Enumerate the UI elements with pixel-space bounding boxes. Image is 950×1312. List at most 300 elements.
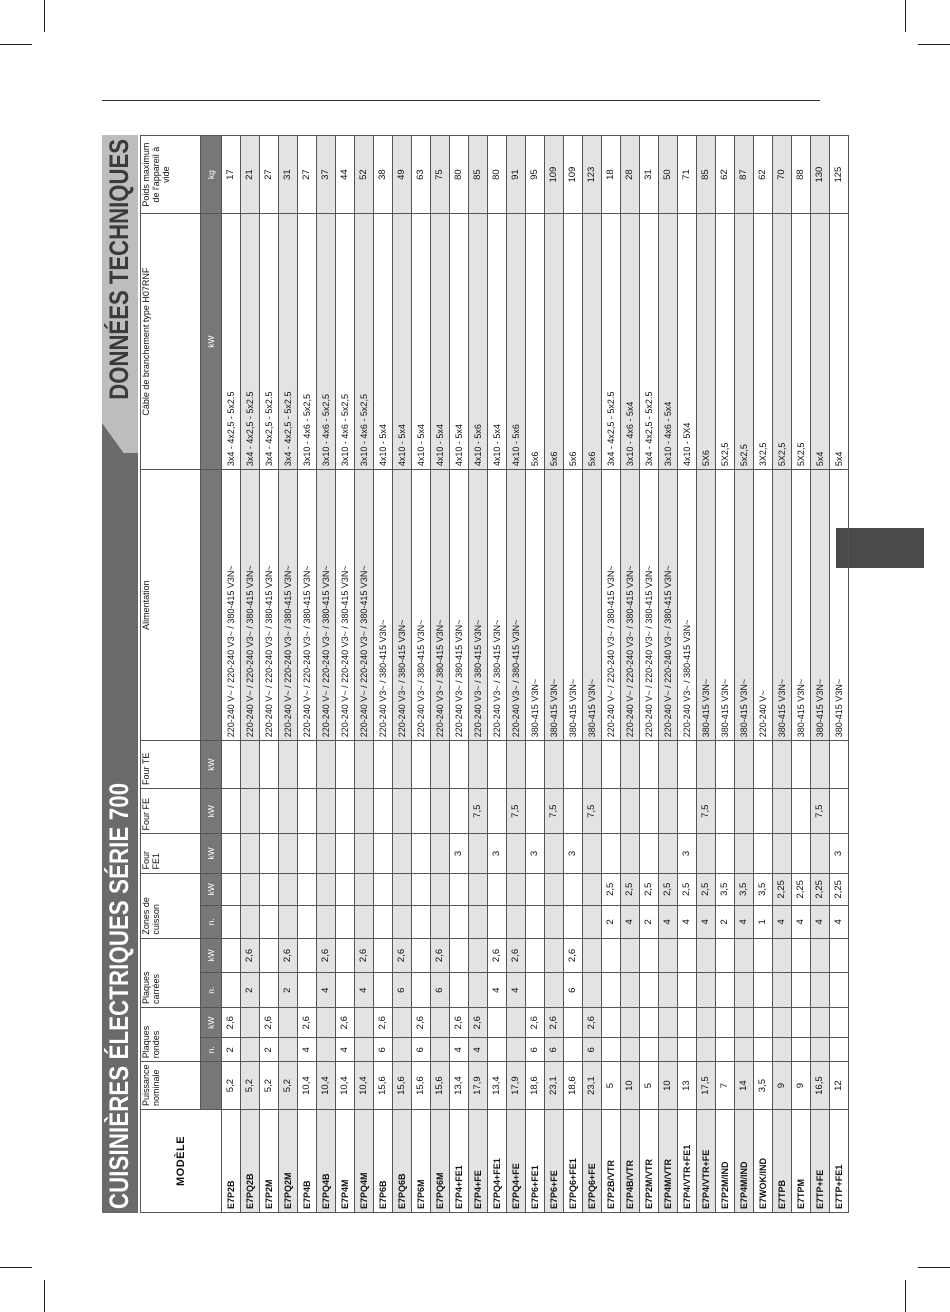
- header-alimentation: Alimentation: [141, 470, 201, 741]
- cell-four-te: [640, 741, 659, 789]
- cell-four-fe1: [735, 834, 754, 873]
- cell-zones-n: 2: [640, 906, 659, 939]
- cell-four-te: [279, 741, 298, 789]
- cell-cable: 3X2,5: [754, 214, 773, 470]
- cell-four-fe: [298, 788, 317, 834]
- cell-carrees-n: 6: [431, 973, 450, 1008]
- header-row: [141, 136, 201, 1213]
- cell-four-te: [431, 741, 450, 789]
- cell-alimentation: 220-240 V~ / 220-240 V3~ / 380-415 V3N~: [260, 470, 279, 741]
- table-row: [621, 136, 640, 1213]
- cell-poids: 62: [716, 136, 735, 214]
- table-row: [412, 136, 431, 1213]
- cell-zones-n: 4: [792, 906, 811, 939]
- table-row: [222, 136, 241, 1213]
- cell-four-te: [355, 741, 374, 789]
- cell-model: E7PQ6M: [431, 1109, 450, 1212]
- cell-puissance: 10,4: [355, 1062, 374, 1110]
- unit-cell: [201, 1062, 222, 1110]
- cell-carrees-kw: 2,6: [564, 938, 583, 973]
- cell-rondes-kw: [640, 1008, 659, 1038]
- cell-zones-kw: [317, 873, 336, 906]
- cell-carrees-n: 4: [507, 973, 526, 1008]
- cell-poids: 88: [792, 136, 811, 214]
- cell-four-fe: [564, 788, 583, 834]
- crop-mark: [44, 0, 45, 32]
- cell-poids: 130: [811, 136, 830, 214]
- cell-four-fe1: 3: [830, 834, 849, 873]
- table-row: [336, 136, 355, 1213]
- table-row: [754, 136, 773, 1213]
- cell-four-fe1: [298, 834, 317, 873]
- cell-puissance: 5,2: [222, 1062, 241, 1110]
- cell-four-te: [583, 741, 602, 789]
- cell-zones-n: 4: [830, 906, 849, 939]
- cell-poids: 70: [773, 136, 792, 214]
- cell-zones-n: [564, 906, 583, 939]
- cell-carrees-kw: [602, 938, 621, 973]
- cell-four-te: [735, 741, 754, 789]
- cell-poids: 87: [735, 136, 754, 214]
- cell-carrees-n: 6: [393, 973, 412, 1008]
- cell-cable: 3x10 - 4x6 - 5x2,5: [298, 214, 317, 470]
- cell-poids: 18: [602, 136, 621, 214]
- cell-model: E7TPM: [792, 1109, 811, 1212]
- cell-alimentation: 220-240 V~ / 220-240 V3~ / 380-415 V3N~: [355, 470, 374, 741]
- cell-four-fe1: 3: [488, 834, 507, 873]
- cell-alimentation: 380-415 V3N~: [811, 470, 830, 741]
- cell-rondes-kw: [431, 1008, 450, 1038]
- unit-cell: kW: [201, 873, 222, 906]
- cell-alimentation: 380-415 V3N~: [792, 470, 811, 741]
- cell-four-fe: 7,5: [507, 788, 526, 834]
- cell-carrees-n: [222, 973, 241, 1008]
- cell-zones-kw: [355, 873, 374, 906]
- cell-model: E7P4/VTR+FE1: [678, 1109, 697, 1212]
- cell-cable: 5x2,5: [735, 214, 754, 470]
- cell-cable: 5x6: [526, 214, 545, 470]
- cell-four-fe1: [659, 834, 678, 873]
- cell-model: E7PQ4+FE: [507, 1109, 526, 1212]
- banner-title: CUISINIÈRES ÉLECTRIQUES SÉRIE 700: [104, 782, 134, 1209]
- cell-four-fe1: [773, 834, 792, 873]
- cell-zones-n: [488, 906, 507, 939]
- cell-rondes-kw: 2,6: [469, 1008, 488, 1038]
- unit-cell: kW: [201, 834, 222, 873]
- cell-poids: 31: [640, 136, 659, 214]
- cell-carrees-n: [716, 973, 735, 1008]
- cell-puissance: 10,4: [298, 1062, 317, 1110]
- cell-zones-n: [298, 906, 317, 939]
- cell-four-te: [241, 741, 260, 789]
- cell-rondes-n: [697, 1038, 716, 1062]
- cell-alimentation: 380-415 V3N~: [830, 470, 849, 741]
- cell-four-te: [564, 741, 583, 789]
- cell-four-fe: [260, 788, 279, 834]
- cell-carrees-kw: [754, 938, 773, 973]
- unit-cell: [201, 470, 222, 741]
- table-row: [659, 136, 678, 1213]
- cell-rondes-kw: [773, 1008, 792, 1038]
- cell-puissance: 23,1: [583, 1062, 602, 1110]
- cell-zones-kw: 2,5: [678, 873, 697, 906]
- header-four-fe1: Four FE1: [141, 834, 201, 873]
- units-row: [201, 136, 222, 1213]
- cell-puissance: 15,6: [393, 1062, 412, 1110]
- cell-zones-kw: 2,5: [659, 873, 678, 906]
- cell-four-te: [393, 741, 412, 789]
- cell-carrees-kw: [298, 938, 317, 973]
- cell-puissance: 10,4: [317, 1062, 336, 1110]
- cell-rondes-kw: [602, 1008, 621, 1038]
- cell-zones-kw: [431, 873, 450, 906]
- cell-cable: 5x6: [564, 214, 583, 470]
- cell-four-fe: [355, 788, 374, 834]
- cell-carrees-kw: [678, 938, 697, 973]
- cell-alimentation: 220-240 V3~ / 380-415 V3N~: [412, 470, 431, 741]
- cell-poids: 125: [830, 136, 849, 214]
- cell-model: E7P6M: [412, 1109, 431, 1212]
- cell-alimentation: 220-240 V3~ / 380-415 V3N~: [450, 470, 469, 741]
- table-row: [488, 136, 507, 1213]
- cell-alimentation: 220-240 V~ / 220-240 V3~ / 380-415 V3N~: [640, 470, 659, 741]
- cell-carrees-n: [469, 973, 488, 1008]
- table-row: [393, 136, 412, 1213]
- table-row: [507, 136, 526, 1213]
- unit-cell: kW: [201, 788, 222, 834]
- cell-carrees-kw: [811, 938, 830, 973]
- cell-alimentation: 220-240 V~ / 220-240 V3~ / 380-415 V3N~: [241, 470, 260, 741]
- cell-four-fe1: [469, 834, 488, 873]
- cell-rondes-kw: 2,6: [222, 1008, 241, 1038]
- cell-cable: 3x10 - 4x6 - 5x2,5: [336, 214, 355, 470]
- cell-four-fe: [450, 788, 469, 834]
- cell-zones-n: 2: [716, 906, 735, 939]
- cell-alimentation: 380-415 V3N~: [735, 470, 754, 741]
- table-row: [279, 136, 298, 1213]
- cell-four-fe: [716, 788, 735, 834]
- cell-rondes-kw: 2,6: [260, 1008, 279, 1038]
- cell-zones-kw: [545, 873, 564, 906]
- cell-four-fe1: 3: [526, 834, 545, 873]
- cell-model: E7P4B: [298, 1109, 317, 1212]
- cell-puissance: 10,4: [336, 1062, 355, 1110]
- cell-carrees-n: 4: [488, 973, 507, 1008]
- cell-alimentation: 220-240 V3~ / 380-415 V3N~: [374, 470, 393, 741]
- cell-carrees-kw: [621, 938, 640, 973]
- cell-model: E7WOK/IND: [754, 1109, 773, 1212]
- cell-four-fe1: [697, 834, 716, 873]
- cell-zones-n: 4: [621, 906, 640, 939]
- cell-model: E7TP+FE: [811, 1109, 830, 1212]
- cell-carrees-kw: 2,6: [279, 938, 298, 973]
- cell-four-fe1: 3: [678, 834, 697, 873]
- cell-four-fe1: [431, 834, 450, 873]
- cell-carrees-n: [811, 973, 830, 1008]
- table-row: [811, 136, 830, 1213]
- cell-four-fe: [735, 788, 754, 834]
- cell-rondes-n: [602, 1038, 621, 1062]
- cell-cable: 4x10 - 5x4: [374, 214, 393, 470]
- unit-cell: kW: [201, 214, 222, 470]
- cell-zones-n: [412, 906, 431, 939]
- cell-four-fe1: [507, 834, 526, 873]
- cell-zones-n: [393, 906, 412, 939]
- cell-model: E7P6+FE: [545, 1109, 564, 1212]
- cell-cable: 3x4 - 4x2,5 - 5x2.5: [260, 214, 279, 470]
- cell-poids: 95: [526, 136, 545, 214]
- cell-poids: 63: [412, 136, 431, 214]
- cell-carrees-kw: [336, 938, 355, 973]
- cell-model: E7TPB: [773, 1109, 792, 1212]
- cell-four-te: [450, 741, 469, 789]
- cell-four-fe: [374, 788, 393, 834]
- cell-rondes-kw: [830, 1008, 849, 1038]
- cell-model: E7PQ6+FE1: [564, 1109, 583, 1212]
- cell-model: E7PQ4B: [317, 1109, 336, 1212]
- cell-poids: 17: [222, 136, 241, 214]
- cell-rondes-kw: 2,6: [298, 1008, 317, 1038]
- cell-puissance: 5,2: [241, 1062, 260, 1110]
- cell-carrees-kw: 2,6: [507, 938, 526, 973]
- header-cable: Câble de branchement type H07RNF: [141, 214, 201, 470]
- cell-cable: 5x4: [811, 214, 830, 470]
- cell-rondes-n: [792, 1038, 811, 1062]
- cell-carrees-kw: 2,6: [431, 938, 450, 973]
- cell-carrees-kw: 2,6: [393, 938, 412, 973]
- header-poids: Poids maximum de l'appareil à vide: [141, 136, 201, 214]
- cell-model: E7P4B/VTR: [621, 1109, 640, 1212]
- cell-four-fe1: [241, 834, 260, 873]
- cell-four-fe: [317, 788, 336, 834]
- cell-poids: 37: [317, 136, 336, 214]
- cell-rondes-n: 2: [222, 1038, 241, 1062]
- cell-puissance: 7: [716, 1062, 735, 1110]
- cell-poids: 85: [697, 136, 716, 214]
- cell-rondes-n: 4: [450, 1038, 469, 1062]
- cell-four-te: [317, 741, 336, 789]
- cell-carrees-n: 2: [279, 973, 298, 1008]
- cell-four-fe: [659, 788, 678, 834]
- unit-cell: n.: [201, 1038, 222, 1062]
- cell-carrees-kw: [773, 938, 792, 973]
- unit-cell: n.: [201, 973, 222, 1008]
- cell-carrees-kw: 2,6: [355, 938, 374, 973]
- cell-four-fe1: [621, 834, 640, 873]
- table-row: [830, 136, 849, 1213]
- cell-zones-kw: 2,25: [792, 873, 811, 906]
- cell-alimentation: 220-240 V3~ / 380-415 V3N~: [431, 470, 450, 741]
- cell-carrees-n: [298, 973, 317, 1008]
- cell-four-fe1: [640, 834, 659, 873]
- cell-four-te: [488, 741, 507, 789]
- cell-four-fe: [412, 788, 431, 834]
- cell-cable: 4x10 - 5x4: [488, 214, 507, 470]
- cell-rondes-kw: [735, 1008, 754, 1038]
- cell-cable: 5x6: [545, 214, 564, 470]
- cell-alimentation: 220-240 V~ / 220-240 V3~ / 380-415 V3N~: [298, 470, 317, 741]
- cell-carrees-kw: [659, 938, 678, 973]
- cell-four-te: [716, 741, 735, 789]
- cell-cable: 3x10 - 4x6 - 5x2,5: [355, 214, 374, 470]
- cell-rondes-n: 2: [260, 1038, 279, 1062]
- cell-model: E7P2B: [222, 1109, 241, 1212]
- cell-puissance: 17,9: [469, 1062, 488, 1110]
- cell-rondes-kw: [507, 1008, 526, 1038]
- cell-rondes-kw: [355, 1008, 374, 1038]
- cell-four-te: [412, 741, 431, 789]
- cell-poids: 28: [621, 136, 640, 214]
- cell-four-fe: [488, 788, 507, 834]
- cell-four-fe: [754, 788, 773, 834]
- cell-zones-n: [545, 906, 564, 939]
- cell-four-fe1: [811, 834, 830, 873]
- cell-cable: 5X2,5: [773, 214, 792, 470]
- cell-puissance: 16,5: [811, 1062, 830, 1110]
- cell-cable: 3x4 - 4x2,5 - 5x2.5: [279, 214, 298, 470]
- cell-zones-n: [526, 906, 545, 939]
- cell-four-fe: [792, 788, 811, 834]
- cell-carrees-n: [374, 973, 393, 1008]
- cell-zones-kw: 2,5: [640, 873, 659, 906]
- cell-rondes-n: [811, 1038, 830, 1062]
- cell-model: E7P4+FE: [469, 1109, 488, 1212]
- cell-rondes-kw: [754, 1008, 773, 1038]
- table-row: [640, 136, 659, 1213]
- cell-zones-n: [279, 906, 298, 939]
- cell-zones-n: [374, 906, 393, 939]
- cell-carrees-kw: [469, 938, 488, 973]
- cell-cable: 5x4: [830, 214, 849, 470]
- cell-carrees-n: [830, 973, 849, 1008]
- cell-puissance: 23,1: [545, 1062, 564, 1110]
- cell-four-te: [773, 741, 792, 789]
- table-row: [317, 136, 336, 1213]
- cell-carrees-n: [735, 973, 754, 1008]
- cell-carrees-kw: 2,6: [241, 938, 260, 973]
- cell-four-fe1: [545, 834, 564, 873]
- cell-zones-kw: 3,5: [716, 873, 735, 906]
- cell-four-fe1: [754, 834, 773, 873]
- cell-four-fe1: [355, 834, 374, 873]
- cell-puissance: 17,9: [507, 1062, 526, 1110]
- cell-four-fe1: 3: [564, 834, 583, 873]
- cell-rondes-kw: [792, 1008, 811, 1038]
- cell-puissance: 15,6: [412, 1062, 431, 1110]
- cell-poids: 109: [545, 136, 564, 214]
- crop-mark: [918, 1267, 950, 1268]
- cell-four-fe: [241, 788, 260, 834]
- cell-puissance: 13,4: [488, 1062, 507, 1110]
- cell-puissance: 5,2: [260, 1062, 279, 1110]
- table-row: [298, 136, 317, 1213]
- cell-carrees-kw: [640, 938, 659, 973]
- cell-zones-n: [583, 906, 602, 939]
- table-row: [716, 136, 735, 1213]
- cell-rondes-kw: 2,6: [412, 1008, 431, 1038]
- crop-mark: [905, 0, 906, 32]
- cell-puissance: 13: [678, 1062, 697, 1110]
- table-row: [526, 136, 545, 1213]
- cell-carrees-kw: [583, 938, 602, 973]
- cell-carrees-kw: [716, 938, 735, 973]
- header-four-te: Four TE: [141, 741, 201, 789]
- cell-zones-n: 4: [678, 906, 697, 939]
- table-row: [792, 136, 811, 1213]
- cell-carrees-n: [450, 973, 469, 1008]
- table-row: [374, 136, 393, 1213]
- cell-puissance: 5,2: [279, 1062, 298, 1110]
- cell-rondes-n: [488, 1038, 507, 1062]
- cell-cable: 3x4 - 4x2,5 - 5x2.5: [241, 214, 260, 470]
- cell-model: E7P2M/VTR: [640, 1109, 659, 1212]
- cell-carrees-kw: [374, 938, 393, 973]
- table-row: [735, 136, 754, 1213]
- cell-zones-kw: 2,25: [830, 873, 849, 906]
- cell-rondes-kw: [393, 1008, 412, 1038]
- cell-four-te: [526, 741, 545, 789]
- header-plaques-carrees: Plaques carrées: [141, 938, 201, 1007]
- cell-zones-kw: 2,5: [621, 873, 640, 906]
- cell-cable: 4x10 - 5x6: [469, 214, 488, 470]
- cell-carrees-n: [526, 973, 545, 1008]
- cell-carrees-kw: [450, 938, 469, 973]
- cell-rondes-n: [507, 1038, 526, 1062]
- cell-four-fe: [773, 788, 792, 834]
- cell-carrees-n: [697, 973, 716, 1008]
- spec-table: [140, 135, 849, 1213]
- cell-poids: 91: [507, 136, 526, 214]
- cell-poids: 80: [450, 136, 469, 214]
- cell-four-fe1: [583, 834, 602, 873]
- header-puissance: Puissance nominale: [141, 1062, 201, 1110]
- table-row: [773, 136, 792, 1213]
- cell-zones-kw: [507, 873, 526, 906]
- crop-mark: [0, 1267, 32, 1268]
- cell-zones-n: [317, 906, 336, 939]
- cell-poids: 27: [260, 136, 279, 214]
- cell-carrees-n: [659, 973, 678, 1008]
- cell-rondes-n: [564, 1038, 583, 1062]
- cell-alimentation: 220-240 V~ / 220-240 V3~ / 380-415 V3N~: [659, 470, 678, 741]
- cell-zones-kw: [488, 873, 507, 906]
- cell-carrees-n: [754, 973, 773, 1008]
- cell-rondes-kw: [678, 1008, 697, 1038]
- cell-cable: 5X2,5: [716, 214, 735, 470]
- cell-rondes-n: [830, 1038, 849, 1062]
- cell-cable: 3x10 - 4x6 - 5x4: [659, 214, 678, 470]
- table-row: [260, 136, 279, 1213]
- cell-rondes-kw: 2,6: [545, 1008, 564, 1038]
- cell-model: E7P6B: [374, 1109, 393, 1212]
- unit-cell: kW: [201, 938, 222, 973]
- banner-section-title: DONNÉES TECHNIQUES: [104, 139, 134, 400]
- cell-zones-n: 2: [602, 906, 621, 939]
- cell-rondes-n: [735, 1038, 754, 1062]
- cell-rondes-n: 6: [374, 1038, 393, 1062]
- cell-zones-kw: [412, 873, 431, 906]
- cell-carrees-n: [678, 973, 697, 1008]
- cell-model: E7P4/VTR+FE: [697, 1109, 716, 1212]
- cell-zones-n: 4: [659, 906, 678, 939]
- crop-mark: [0, 44, 32, 45]
- cell-zones-kw: [564, 873, 583, 906]
- cell-four-fe1: [336, 834, 355, 873]
- cell-rondes-n: [431, 1038, 450, 1062]
- cell-zones-kw: [450, 873, 469, 906]
- cell-poids: 52: [355, 136, 374, 214]
- cell-zones-n: 1: [754, 906, 773, 939]
